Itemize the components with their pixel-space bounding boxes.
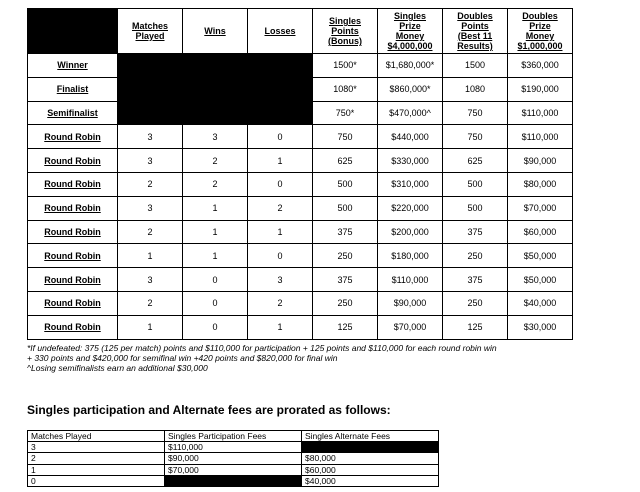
doubles-prize-cell: $80,000 [508,172,573,196]
fee-matches-played-cell: 1 [28,464,165,475]
losses-cell: 2 [248,291,313,315]
table-row-round-robin [28,291,573,315]
header-wins: Wins [183,9,248,54]
losses-cell: 0 [248,172,313,196]
singles-prize-cell: $310,000 [378,172,443,196]
row-label: Winner [28,54,118,78]
doubles-points-cell: 750 [443,101,508,125]
fee-participation-cell [165,475,302,486]
singles-prize-cell: $440,000 [378,125,443,149]
wins-cell: 2 [183,172,248,196]
doubles-prize-cell: $110,000 [508,101,573,125]
losses-cell: 0 [248,125,313,149]
doubles-prize-cell: $50,000 [508,244,573,268]
doubles-points-cell: 250 [443,291,508,315]
row-label: Round Robin [28,244,118,268]
fee-header-matches-played: Matches Played [28,431,165,442]
matches-played-cell: 3 [118,196,183,220]
prize-points-table [27,8,573,340]
wins-cell: 1 [183,220,248,244]
matches-played-cell: 1 [118,315,183,339]
header-doubles-points: Doubles Points (Best 11 Results) [443,9,508,54]
singles-prize-cell: $470,000^ [378,101,443,125]
row-label: Round Robin [28,315,118,339]
wins-cell: 0 [183,315,248,339]
fee-row [28,453,439,464]
losses-cell: 3 [248,268,313,292]
doubles-points-cell: 250 [443,244,508,268]
row-label: Round Robin [28,291,118,315]
fee-table [27,430,439,487]
doubles-prize-cell: $60,000 [508,220,573,244]
singles-prize-cell: $180,000 [378,244,443,268]
fee-participation-cell: $110,000 [165,442,302,453]
doubles-prize-cell: $70,000 [508,196,573,220]
round-robin-rows [28,125,573,339]
singles-points-cell: 750* [313,101,378,125]
singles-prize-cell: $90,000 [378,291,443,315]
singles-points-cell: 375 [313,220,378,244]
fee-participation-cell: $90,000 [165,453,302,464]
singles-prize-cell: $1,680,000* [378,54,443,78]
wins-cell: 2 [183,149,248,173]
singles-points-cell: 250 [313,291,378,315]
wins-cell: 0 [183,291,248,315]
fee-matches-played-cell: 2 [28,453,165,464]
fee-alternate-cell [302,442,439,453]
row-label: Round Robin [28,196,118,220]
doubles-prize-cell: $50,000 [508,268,573,292]
singles-prize-cell: $860,000* [378,77,443,101]
matches-played-cell: 2 [118,220,183,244]
fee-alternate-cell: $60,000 [302,464,439,475]
header-blank-cell [28,9,118,54]
matches-played-cell: 2 [118,172,183,196]
header-singles-points: Singles Points (Bonus) [313,9,378,54]
redacted-block [118,54,313,125]
table-row-round-robin [28,125,573,149]
doubles-points-cell: 375 [443,268,508,292]
header-matches-played: Matches Played [118,9,183,54]
matches-played-cell: 3 [118,149,183,173]
singles-prize-cell: $70,000 [378,315,443,339]
doubles-prize-cell: $110,000 [508,125,573,149]
doubles-prize-cell: $360,000 [508,54,573,78]
wins-cell: 3 [183,125,248,149]
row-label: Round Robin [28,268,118,292]
row-label: Round Robin [28,149,118,173]
singles-prize-cell: $110,000 [378,268,443,292]
doubles-points-cell: 1500 [443,54,508,78]
doubles-prize-cell: $90,000 [508,149,573,173]
singles-prize-cell: $330,000 [378,149,443,173]
table-row-winner [28,54,573,78]
row-label: Finalist [28,77,118,101]
doubles-points-cell: 625 [443,149,508,173]
fee-participation-cell: $70,000 [165,464,302,475]
row-label: Semifinalist [28,101,118,125]
singles-points-cell: 750 [313,125,378,149]
table-row-round-robin [28,220,573,244]
row-label: Round Robin [28,220,118,244]
section-heading: Singles participation and Alternate fees are prorated as follows: [27,403,391,417]
doubles-points-cell: 750 [443,125,508,149]
wins-cell: 1 [183,196,248,220]
singles-points-cell: 500 [313,196,378,220]
matches-played-cell: 2 [118,291,183,315]
footnotes [27,343,607,373]
singles-points-cell: 500 [313,172,378,196]
losses-cell: 0 [248,244,313,268]
row-label: Round Robin [28,125,118,149]
header-losses: Losses [248,9,313,54]
fee-row [28,475,439,486]
losses-cell: 1 [248,315,313,339]
fee-alternate-cell: $40,000 [302,475,439,486]
singles-points-cell: 375 [313,268,378,292]
fee-matches-played-cell: 0 [28,475,165,486]
doubles-points-cell: 375 [443,220,508,244]
header-doubles-prize: Doubles Prize Money $1,000,000 [508,9,573,54]
matches-played-cell: 1 [118,244,183,268]
table-row-round-robin [28,196,573,220]
wins-cell: 0 [183,268,248,292]
singles-points-cell: 125 [313,315,378,339]
table-row-round-robin [28,244,573,268]
fee-row [28,442,439,453]
doubles-points-cell: 1080 [443,77,508,101]
doubles-prize-cell: $30,000 [508,315,573,339]
footnote-undefeated: *If undefeated: 375 (125 per match) points and $110,000 for participation + 125 points and $110,000 for each round robin win [27,343,497,353]
fee-row [28,464,439,475]
losses-cell: 2 [248,196,313,220]
losses-cell: 1 [248,220,313,244]
footnote-semifinalist: ^Losing semifinalists earn an additional $30,000 [27,363,208,373]
wins-cell: 1 [183,244,248,268]
losses-cell: 1 [248,149,313,173]
fee-header-alternate: Singles Alternate Fees [302,431,439,442]
fee-header-row [28,431,439,442]
fee-alternate-cell: $80,000 [302,453,439,464]
singles-points-cell: 625 [313,149,378,173]
row-label: Round Robin [28,172,118,196]
singles-prize-cell: $200,000 [378,220,443,244]
header-singles-prize: Singles Prize Money $4,000,000 [378,9,443,54]
matches-played-cell: 3 [118,125,183,149]
singles-points-cell: 1080* [313,77,378,101]
fee-matches-played-cell: 3 [28,442,165,453]
doubles-prize-cell: $40,000 [508,291,573,315]
header-row [28,9,573,54]
table-row-round-robin [28,149,573,173]
fee-header-participation: Singles Participation Fees [165,431,302,442]
matches-played-cell: 3 [118,268,183,292]
singles-points-cell: 1500* [313,54,378,78]
table-row-round-robin [28,268,573,292]
singles-points-cell: 250 [313,244,378,268]
doubles-points-cell: 125 [443,315,508,339]
doubles-prize-cell: $190,000 [508,77,573,101]
doubles-points-cell: 500 [443,196,508,220]
footnote-continuation: + 330 points and $420,000 for semifinal win +420 points and $820,000 for final win [27,353,338,363]
table-row-round-robin [28,315,573,339]
doubles-points-cell: 500 [443,172,508,196]
table-row-round-robin [28,172,573,196]
singles-prize-cell: $220,000 [378,196,443,220]
